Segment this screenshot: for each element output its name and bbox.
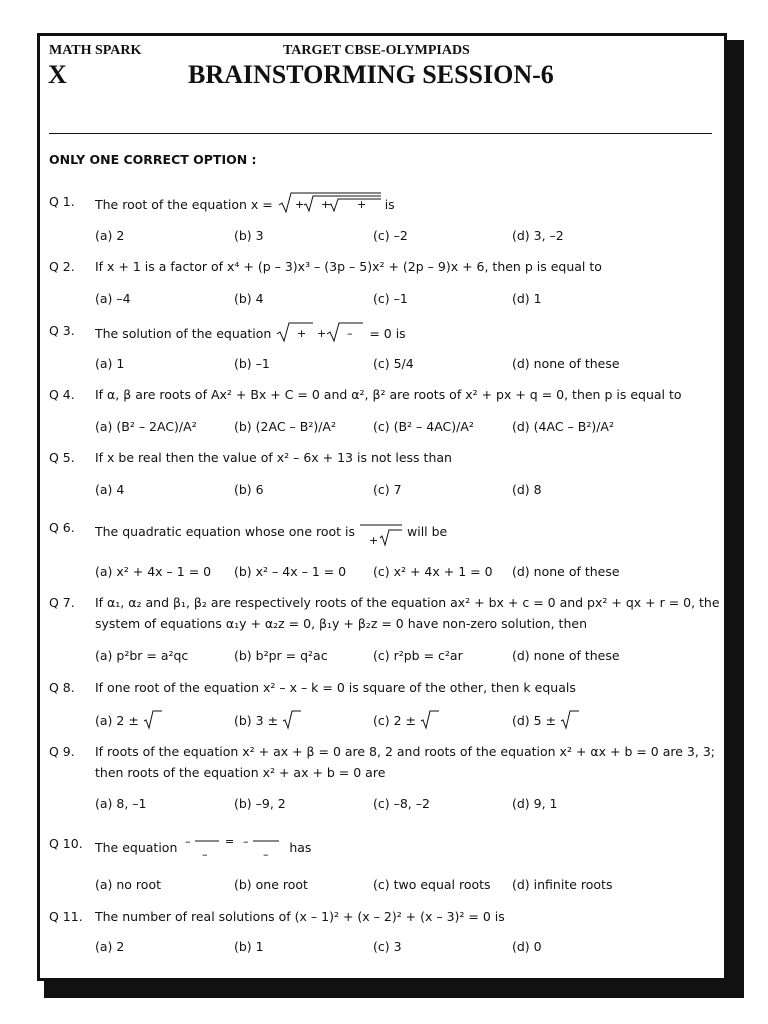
question-number: Q 3. — [49, 323, 75, 338]
page-title: BRAINSTORMING SESSION-6 — [188, 60, 554, 89]
question-number: Q 6. — [49, 520, 75, 535]
question-number: Q 9. — [49, 744, 75, 759]
svg-text:+: + — [369, 534, 379, 547]
question-text: If α, β are roots of Ax² + Bx + C = 0 and α², β² are roots of x² + px + q = 0, then p is equal to — [95, 387, 682, 402]
header-divider — [49, 133, 712, 134]
question-number: Q 5. — [49, 450, 75, 465]
option-c[interactable]: (c) r²pb = c²ar — [373, 648, 463, 663]
question-number: Q 8. — [49, 680, 75, 695]
option-c[interactable]: (c) (B² – 4AC)/A² — [373, 419, 474, 434]
option-b[interactable]: (b) x² – 4x – 1 = 0 — [234, 564, 347, 579]
svg-text:–: – — [185, 835, 191, 848]
option-a[interactable]: (a) 2 ± — [95, 710, 163, 731]
option-b[interactable]: (b) –9, 2 — [234, 796, 286, 811]
options-row-6 — [95, 562, 715, 582]
option-c[interactable]: (c) 7 — [373, 482, 402, 497]
worksheet-frame — [37, 33, 727, 981]
question-text: system of equations α₁y + α₂z = 0, β₁y + β₂z = 0 have non-zero solution, then — [95, 616, 587, 631]
option-d[interactable]: (d) none of these — [512, 564, 620, 579]
question-text: If α₁, α₂ and β₁, β₂ are respectively roots of the equation ax² + bx + c = 0 and px² + qx + r = 0, the — [95, 595, 720, 610]
option-c[interactable]: (c) 3 — [373, 939, 402, 954]
option-d[interactable]: (d) 8 — [512, 482, 542, 497]
options-row-10 — [95, 875, 715, 895]
option-b[interactable]: (b) –1 — [234, 356, 270, 371]
options-row-7 — [95, 646, 715, 666]
root-symbol — [143, 710, 163, 730]
svg-text:+: + — [317, 327, 327, 340]
option-d[interactable]: (d) infinite roots — [512, 877, 613, 892]
option-c[interactable]: (c) –8, –2 — [373, 796, 430, 811]
option-a[interactable]: (a) 8, –1 — [95, 796, 147, 811]
question-text: The root of the equation x = + + + is — [95, 192, 725, 215]
options-row-4 — [95, 417, 715, 437]
question-number: Q 4. — [49, 387, 75, 402]
option-b[interactable]: (b) one root — [234, 877, 308, 892]
option-d[interactable]: (d) none of these — [512, 356, 620, 371]
option-c[interactable]: (c) –2 — [373, 228, 408, 243]
question-text: If x be real then the value of x² – 6x + 13 is not less than — [95, 450, 452, 465]
option-a[interactable]: (a) (B² – 2AC)/A² — [95, 419, 197, 434]
question-number: Q 7. — [49, 595, 75, 610]
option-a[interactable]: (a) –4 — [95, 291, 131, 306]
svg-text:–: – — [243, 835, 249, 848]
option-c[interactable]: (c) –1 — [373, 291, 408, 306]
options-row-3 — [95, 354, 715, 374]
option-a[interactable]: (a) 4 — [95, 482, 125, 497]
options-row-8 — [95, 710, 715, 730]
radical-sum-symbol — [275, 321, 365, 343]
options-row-5 — [95, 480, 715, 500]
option-a[interactable]: (a) no root — [95, 877, 161, 892]
svg-text:=: = — [225, 835, 235, 848]
question-number: Q 10. — [49, 836, 83, 851]
question-text: The number of real solutions of (x – 1)² + (x – 2)² + (x – 3)² = 0 is — [95, 909, 505, 924]
brand-label: MATH SPARK — [49, 43, 142, 58]
option-b[interactable]: (b) 4 — [234, 291, 264, 306]
option-b[interactable]: (b) (2AC – B²)/A² — [234, 419, 336, 434]
option-d[interactable]: (d) 5 ± — [512, 710, 580, 731]
option-a[interactable]: (a) 1 — [95, 356, 125, 371]
fraction-equation-symbol — [181, 834, 285, 864]
svg-text:–: – — [347, 327, 353, 340]
option-b[interactable]: (b) b²pr = q²ac — [234, 648, 328, 663]
question-text: If one root of the equation x² – x – k = 0 is square of the other, then k equals — [95, 680, 576, 695]
option-d[interactable]: (d) 9, 1 — [512, 796, 558, 811]
question-text: then roots of the equation x² + ax + b = 0 are — [95, 765, 386, 780]
grade-label: X — [48, 60, 67, 89]
root-symbol — [560, 710, 580, 730]
question-text: The equation – – = – – has — [95, 834, 725, 864]
svg-text:+: + — [294, 198, 304, 211]
svg-text:–: – — [202, 848, 208, 861]
option-d[interactable]: (d) 1 — [512, 291, 542, 306]
nested-radical-symbol — [277, 192, 381, 214]
svg-text:+: + — [356, 198, 366, 211]
option-b[interactable]: (b) 6 — [234, 482, 264, 497]
option-a[interactable]: (a) 2 — [95, 228, 125, 243]
root-symbol — [420, 710, 440, 730]
fraction-symbol — [359, 518, 403, 548]
question-number: Q 11. — [49, 909, 83, 924]
question-number: Q 1. — [49, 194, 75, 209]
root-symbol — [282, 710, 302, 730]
option-c[interactable]: (c) 2 ± — [373, 710, 440, 731]
options-row-11 — [95, 937, 715, 957]
question-text: If x + 1 is a factor of x⁴ + (p – 3)x³ – (3p – 5)x² + (2p – 9)x + 6, then p is equal to — [95, 259, 602, 274]
option-c[interactable]: (c) 5/4 — [373, 356, 414, 371]
options-row-9 — [95, 794, 715, 814]
option-d[interactable]: (d) (4AC – B²)/A² — [512, 419, 614, 434]
question-text: If roots of the equation x² + ax + β = 0 are 8, 2 and roots of the equation x² + αx + b = 0 are 3, 3; — [95, 744, 715, 759]
question-number: Q 2. — [49, 259, 75, 274]
svg-text:–: – — [263, 848, 269, 861]
options-row-1 — [95, 226, 715, 246]
option-c[interactable]: (c) x² + 4x + 1 = 0 — [373, 564, 493, 579]
option-d[interactable]: (d) 3, –2 — [512, 228, 564, 243]
question-text: The quadratic equation whose one root is + will be — [95, 518, 725, 548]
option-b[interactable]: (b) 1 — [234, 939, 264, 954]
target-label: TARGET CBSE-OLYMPIADS — [283, 43, 470, 58]
option-a[interactable]: (a) p²br = a²qc — [95, 648, 189, 663]
option-a[interactable]: (a) x² + 4x – 1 = 0 — [95, 564, 212, 579]
option-a[interactable]: (a) 2 — [95, 939, 125, 954]
option-d[interactable]: (d) 0 — [512, 939, 542, 954]
option-c[interactable]: (c) two equal roots — [373, 877, 491, 892]
option-d[interactable]: (d) none of these — [512, 648, 620, 663]
question-text: The solution of the equation + + – = 0 is — [95, 321, 725, 344]
options-row-2 — [95, 289, 715, 309]
svg-text:+: + — [297, 327, 307, 340]
section-title: ONLY ONE CORRECT OPTION : — [49, 152, 257, 167]
option-b[interactable]: (b) 3 ± — [234, 710, 302, 731]
svg-text:+: + — [320, 198, 330, 211]
option-b[interactable]: (b) 3 — [234, 228, 264, 243]
